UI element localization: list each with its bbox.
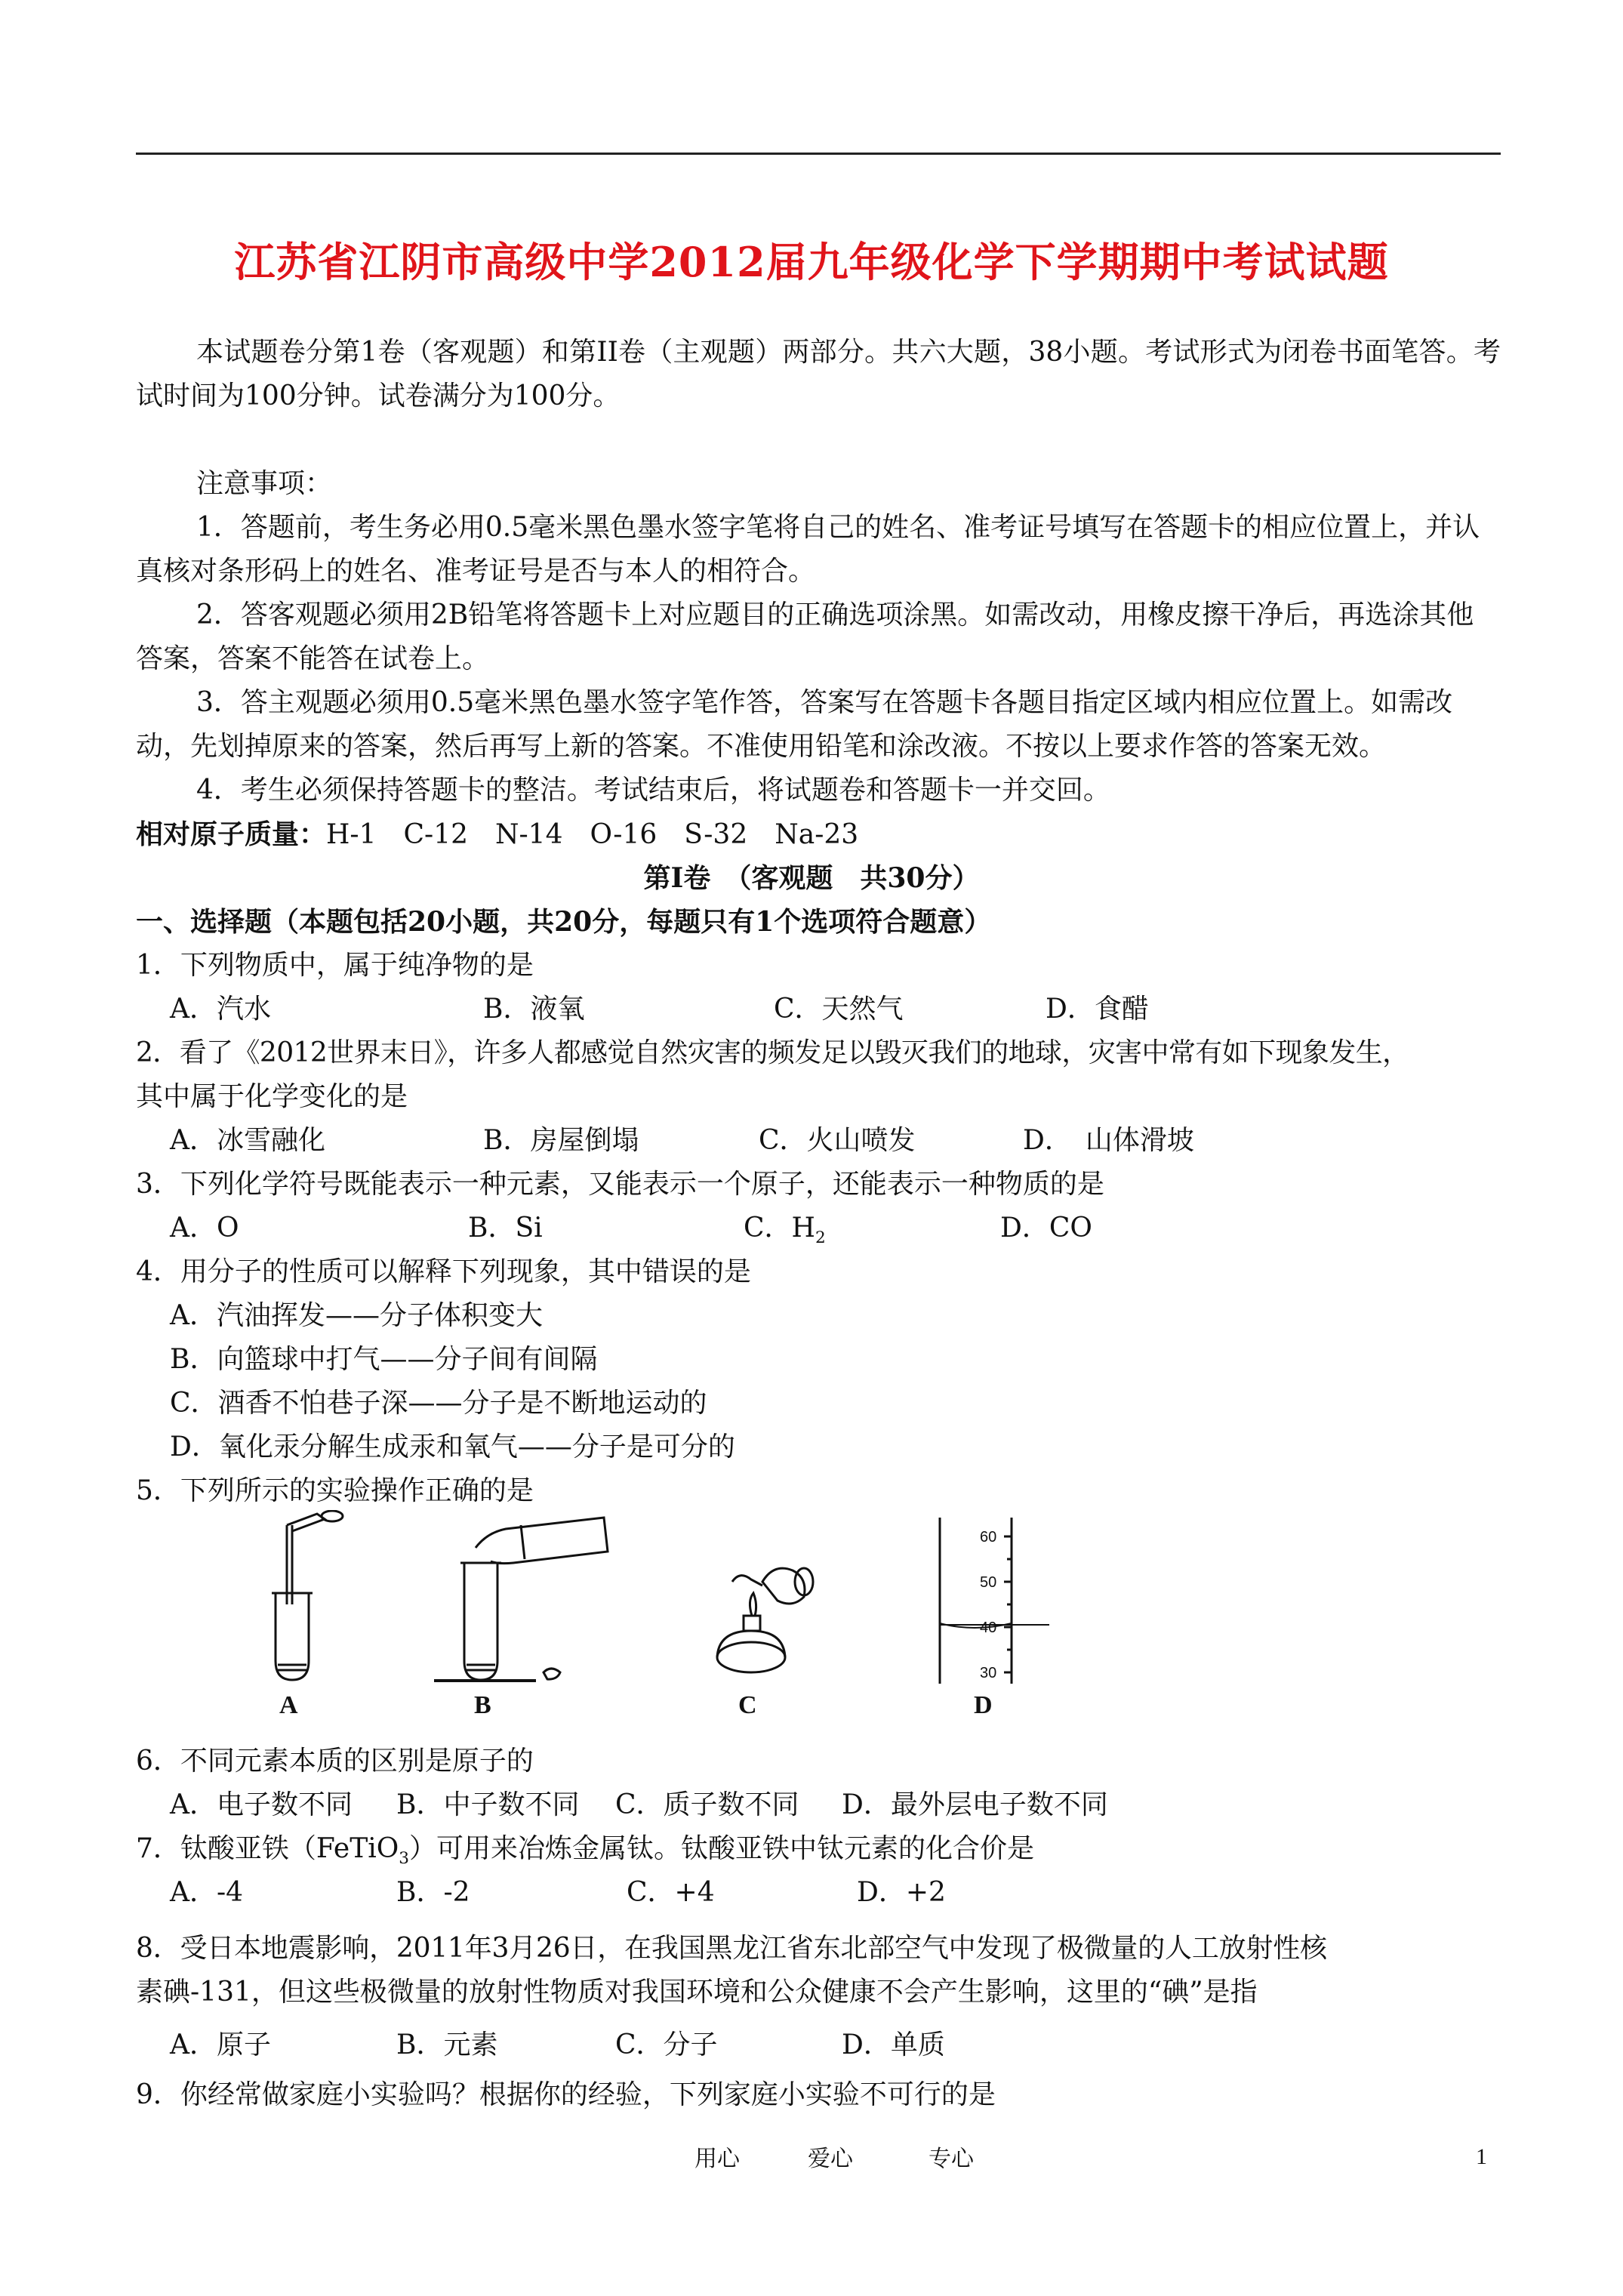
- figure-c-alcohol-lamp: [710, 1510, 838, 1684]
- figure-b-pouring-liquid: [430, 1510, 619, 1684]
- q2-stem-line1: 2．看了《2012世界末日》，许多人都感觉自然灾害的频发足以毁灭我们的地球，灾害中常有如下现象发生，: [136, 1037, 1409, 1068]
- q2-option-c: C．火山喷发: [759, 1125, 916, 1156]
- q3-option-c: C．$H_2$: [744, 1213, 826, 1248]
- q6-option-c: C．质子数不同: [615, 1789, 799, 1820]
- q7-option-a: A．-4: [170, 1877, 244, 1908]
- q4-option-d: D．氧化汞分解生成汞和氧气——分子是可分的: [170, 1432, 735, 1462]
- q1-stem: 1．下列物质中，属于纯净物的是: [136, 950, 534, 981]
- q5-stem: 5．下列所示的实验操作正确的是: [136, 1475, 534, 1506]
- q6-option-a: A．电子数不同: [170, 1789, 353, 1820]
- q2-stem-line2: 其中属于化学变化的是: [136, 1081, 408, 1112]
- figure-label-c: C: [738, 1691, 757, 1719]
- figure-label-d: D: [974, 1691, 993, 1719]
- figure-label-a: A: [279, 1691, 298, 1719]
- page-number: 1: [1476, 2144, 1487, 2169]
- q2-option-b: B．房屋倒塌: [483, 1125, 639, 1156]
- atomic-mass-label: 相对原子质量：: [136, 818, 327, 850]
- q2-option-a: A．冰雪融化: [170, 1125, 325, 1156]
- q1-option-c: C．天然气: [774, 994, 904, 1025]
- q7-option-d: D．+2: [857, 1877, 946, 1908]
- q8-stem-line1: 8．受日本地震影响，2011年3月26日，在我国黑龙江省东北部空气中发现了极微量的人工放射性核: [136, 1933, 1327, 1964]
- page-title: 江苏省江阴市高级中学2012届九年级化学下学期期中考试试题: [234, 238, 1389, 286]
- q1-option-a: A．汽水: [170, 994, 271, 1025]
- figure-d-graduated-cylinder: [929, 1510, 1057, 1684]
- header-rule: [136, 153, 1501, 155]
- q7-option-b: B．-2: [396, 1877, 470, 1908]
- q1-option-d: D．食醋: [1046, 994, 1149, 1025]
- q8-option-a: A．原子: [170, 2029, 271, 2060]
- q3-stem: 3．下列化学符号既能表示一种元素，又能表示一个原子，还能表示一种物质的是: [136, 1169, 1104, 1200]
- cylinder-tick-60: 60: [980, 1529, 997, 1546]
- intro-paragraph: 本试题卷分第1卷（客观题）和第II卷（主观题）两部分。共六大题，38小题。考试形式为闭卷书面笔答。考试时间为100分钟。试卷满分为100分。: [136, 337, 1501, 411]
- q9-stem: 9．你经常做家庭小实验吗？根据你的经验，下列家庭小实验不可行的是: [136, 2079, 996, 2110]
- q3-option-a: A．O: [170, 1213, 239, 1244]
- cylinder-tick-50: 50: [980, 1574, 997, 1591]
- footer-word-1: 用心: [694, 2146, 740, 2172]
- q8-stem-line2: 素碘-131，但这些极微量的放射性物质对我国环境和公众健康不会产生影响，这里的“碘”是指: [136, 1977, 1258, 2008]
- q6-stem: 6．不同元素本质的区别是原子的: [136, 1746, 534, 1777]
- q4-stem: 4．用分子的性质可以解释下列现象，其中错误的是: [136, 1256, 751, 1287]
- q8-option-d: D．单质: [842, 2029, 945, 2060]
- q7-option-c: C．+4: [627, 1877, 715, 1908]
- part1-title: 一、选择题（本题包括20小题，共20分，每题只有1个选项符合题意）: [136, 906, 992, 938]
- cylinder-tick-40: 40: [980, 1620, 997, 1636]
- q6-option-d: D．最外层电子数不同: [842, 1789, 1108, 1820]
- notice-4: 4．考生必须保持答题卡的整洁。考试结束后，将试题卷和答题卡一并交回。: [196, 775, 1110, 806]
- notice-2: 2．答客观题必须用2B铅笔将答题卡上对应题目的正确选项涂黑。如需改动，用橡皮擦干净后，再选涂其他答案，答案不能答在试卷上。: [136, 599, 1474, 674]
- section1-title: 第Ⅰ卷 （客观题 共30分）: [643, 862, 980, 894]
- q3-option-d: D．CO: [1000, 1213, 1092, 1244]
- figure-a-dropper-test-tube: [257, 1510, 370, 1684]
- figure-label-b: B: [474, 1691, 491, 1719]
- cylinder-tick-30: 30: [980, 1665, 997, 1681]
- q4-option-b: B．向篮球中打气——分子间有间隔: [170, 1344, 598, 1375]
- q1-option-b: B．液氧: [483, 994, 585, 1025]
- q4-option-a: A．汽油挥发——分子体积变大: [170, 1300, 543, 1331]
- atomic-mass-line: [136, 812, 1501, 857]
- notice-3: 3．答主观题必须用0.5毫米黑色墨水签字笔作答，答案写在答题卡各题目指定区域内相应位置上。如需改动，先划掉原来的答案，然后再写上新的答案。不准使用铅笔和涂改液。不按以上要求作答的答案无效。: [136, 687, 1453, 762]
- notice-1: 1．答题前，考生务必用0.5毫米黑色墨水签字笔将自己的姓名、准考证号填写在答题卡的相应位置上，并认真核对条形码上的姓名、准考证号是否与本人的相符合。: [136, 512, 1480, 587]
- q8-option-b: B．元素: [396, 2029, 498, 2060]
- notice-label: 注意事项：: [196, 468, 333, 499]
- q7-stem: 7．钛酸亚铁（FeTiO$_3$）可用来冶炼金属钛。钛酸亚铁中钛元素的化合价是: [136, 1833, 1035, 1869]
- footer-word-3: 专心: [929, 2146, 974, 2172]
- q2-option-d: D． 山体滑坡: [1023, 1125, 1194, 1156]
- q6-option-b: B．中子数不同: [396, 1789, 580, 1820]
- atomic-mass-values: H-1 C-12 N-14 O-16 S-32 Na-23: [326, 819, 859, 850]
- q3-option-b: B．Si: [468, 1213, 543, 1244]
- footer-word-2: 爱心: [808, 2146, 853, 2172]
- q8-option-c: C．分子: [615, 2029, 718, 2060]
- q4-option-c: C．酒香不怕巷子深——分子是不断地运动的: [170, 1388, 707, 1419]
